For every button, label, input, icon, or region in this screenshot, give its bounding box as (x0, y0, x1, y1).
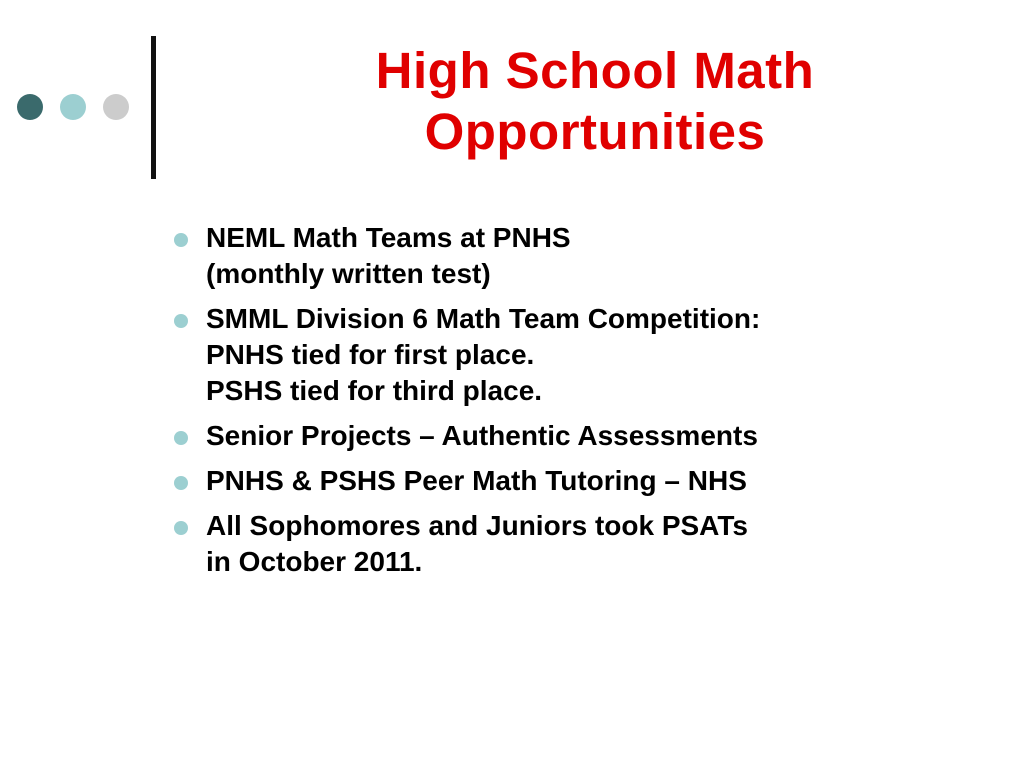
bullet-line: in October 2011. (206, 546, 423, 577)
bullet-dot-icon (174, 476, 188, 490)
title-divider-line (151, 36, 156, 179)
slide-title (180, 40, 1010, 162)
bullet-item-psats (170, 508, 1000, 580)
bullet-item-smml (170, 301, 1000, 409)
bullet-item-neml (170, 220, 1000, 292)
bullet-dot-icon (174, 314, 188, 328)
bullet-dot-icon (174, 233, 188, 247)
bullet-line: NEML Math Teams at PNHS (206, 222, 571, 253)
slide-title-line-2: Opportunities (424, 103, 766, 160)
bullet-line: Senior Projects – Authentic Assessments (206, 420, 758, 451)
decorative-dot-light-icon (60, 94, 86, 120)
bullet-dot-icon (174, 431, 188, 445)
bullet-line: PNHS tied for first place. (206, 339, 535, 370)
decorative-dot-gray-icon (103, 94, 129, 120)
bullet-item-peer-tutoring (170, 463, 1000, 499)
bullet-dot-icon (174, 521, 188, 535)
bullet-line: PNHS & PSHS Peer Math Tutoring – NHS (206, 465, 747, 496)
bullet-line: All Sophomores and Juniors took PSATs (206, 510, 748, 541)
decorative-dot-dark-icon (17, 94, 43, 120)
bullet-line: (monthly written test) (206, 258, 491, 289)
bullet-line: SMML Division 6 Math Team Competition: (206, 303, 761, 334)
bullet-line: PSHS tied for third place. (206, 375, 543, 406)
slide-title-line-1: High School Math (375, 42, 815, 99)
bullet-list (170, 220, 1000, 589)
bullet-item-senior-projects (170, 418, 1000, 454)
